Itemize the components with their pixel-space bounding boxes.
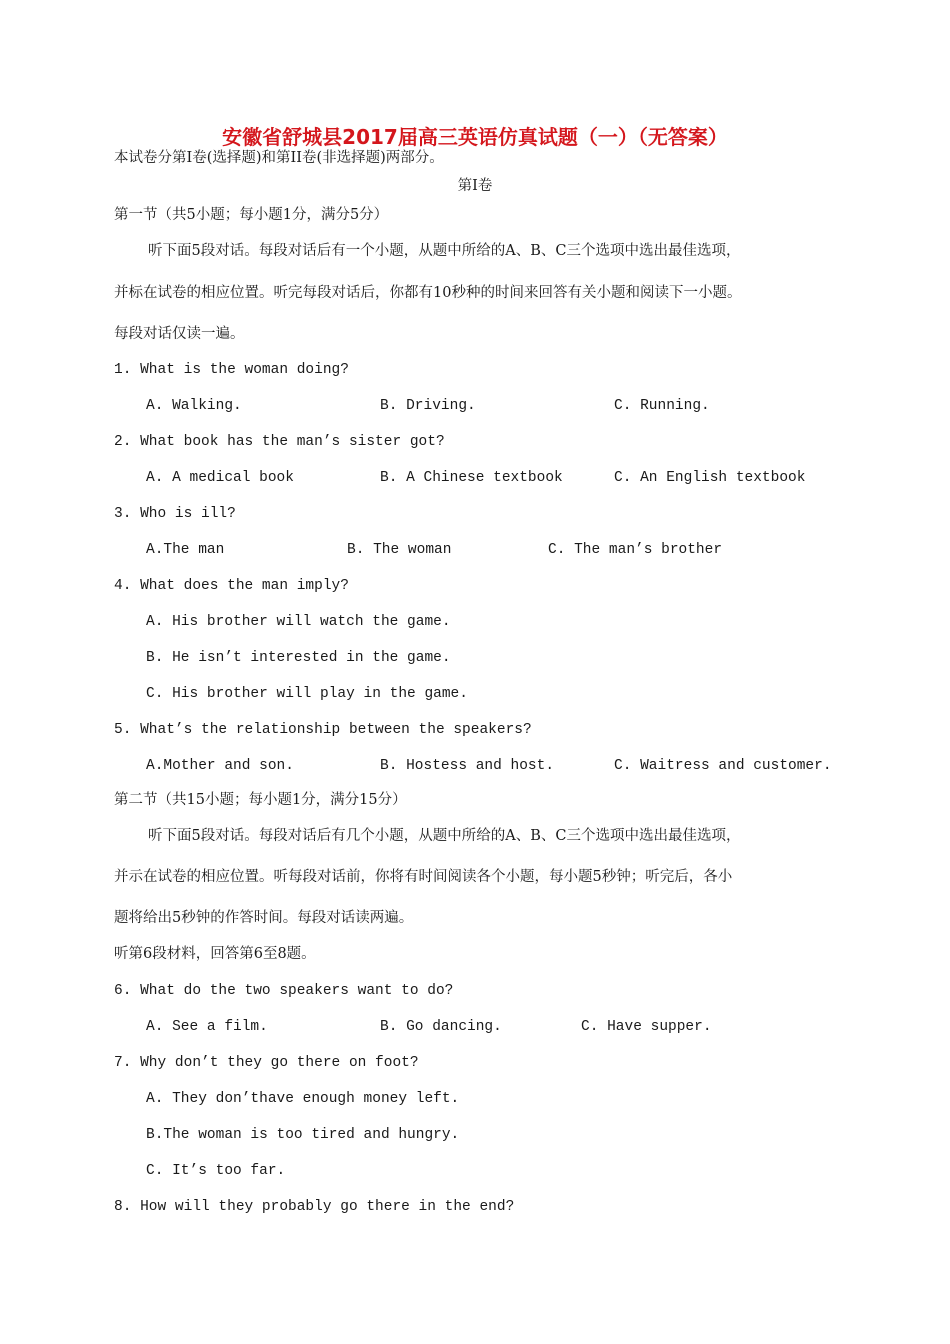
question-5-option-c: C. Waitress and customer.	[614, 758, 832, 774]
material-6-heading: 听第6段材料，回答第6至8题。	[114, 946, 316, 962]
question-3-option-a: A.The man	[146, 542, 225, 558]
section1-instruction-3: 每段对话仅读一遍。	[114, 326, 245, 342]
question-7-stem: 7. Why don’t they go there on foot?	[114, 1055, 419, 1071]
question-3-stem: 3. Who is ill?	[114, 506, 236, 522]
question-5-stem: 5. What’s the relationship between the speakers?	[114, 722, 532, 738]
section2-instruction-3: 题将给出5秒钟的作答时间。每段对话读两遍。	[114, 910, 414, 926]
page-title: 安徽省舒城县2017届高三英语仿真试题（一）（无答案）	[222, 125, 728, 149]
question-2-option-c: C. An English textbook	[614, 470, 806, 486]
question-3-option-c: C. The man’s brother	[548, 542, 723, 558]
question-4-option-b: B. He isn’t interested in the game.	[146, 650, 451, 666]
section2-heading: 第二节（共15小题；每小题1分，满分15分）	[114, 792, 407, 808]
question-1-option-a: A. Walking.	[146, 398, 242, 414]
question-5-option-a: A.Mother and son.	[146, 758, 294, 774]
question-6-option-b: B. Go dancing.	[380, 1019, 502, 1035]
question-4-option-c: C. His brother will play in the game.	[146, 686, 468, 702]
question-3-option-b: B. The woman	[347, 542, 452, 558]
question-6-option-c: C. Have supper.	[581, 1019, 712, 1035]
question-6-stem: 6. What do the two speakers want to do?	[114, 983, 454, 999]
question-1-option-c: C. Running.	[614, 398, 710, 414]
section2-instruction-1: 听下面5段对话。每段对话后有几个小题，从题中所给的A、B、C三个选项中选出最佳选项，	[148, 828, 741, 844]
part-heading: 第Ⅰ卷	[457, 178, 493, 194]
question-1-option-b: B. Driving.	[380, 398, 476, 414]
question-2-stem: 2. What book has the man’s sister got?	[114, 434, 445, 450]
question-4-option-a: A. His brother will watch the game.	[146, 614, 451, 630]
question-1-stem: 1. What is the woman doing?	[114, 362, 349, 378]
question-8-stem: 8. How will they probably go there in the end?	[114, 1199, 515, 1215]
question-5-option-b: B. Hostess and host.	[380, 758, 555, 774]
question-4-stem: 4. What does the man imply?	[114, 578, 349, 594]
section1-instruction-1: 听下面5段对话。每段对话后有一个小题，从题中所给的A、B、C三个选项中选出最佳选项，	[148, 243, 741, 259]
question-6-option-a: A. See a film.	[146, 1019, 268, 1035]
question-2-option-b: B. A Chinese textbook	[380, 470, 563, 486]
question-7-option-a: A. They don’thave enough money left.	[146, 1091, 460, 1107]
section1-instruction-2: 并标在试卷的相应位置。听完每段对话后，你都有10秒种的时间来回答有关小题和阅读下一小题。	[114, 285, 742, 301]
question-2-option-a: A. A medical book	[146, 470, 294, 486]
section2-instruction-2: 并示在试卷的相应位置。听每段对话前，你将有时间阅读各个小题，每小题5秒钟；听完后，各小	[114, 869, 733, 885]
question-7-option-b: B.The woman is too tired and hungry.	[146, 1127, 460, 1143]
intro-text: 本试卷分第Ⅰ卷(选择题)和第II卷(非选择题)两部分。	[114, 150, 444, 166]
section1-heading: 第一节（共5小题；每小题1分，满分5分）	[114, 207, 389, 223]
question-7-option-c: C. It’s too far.	[146, 1163, 286, 1179]
